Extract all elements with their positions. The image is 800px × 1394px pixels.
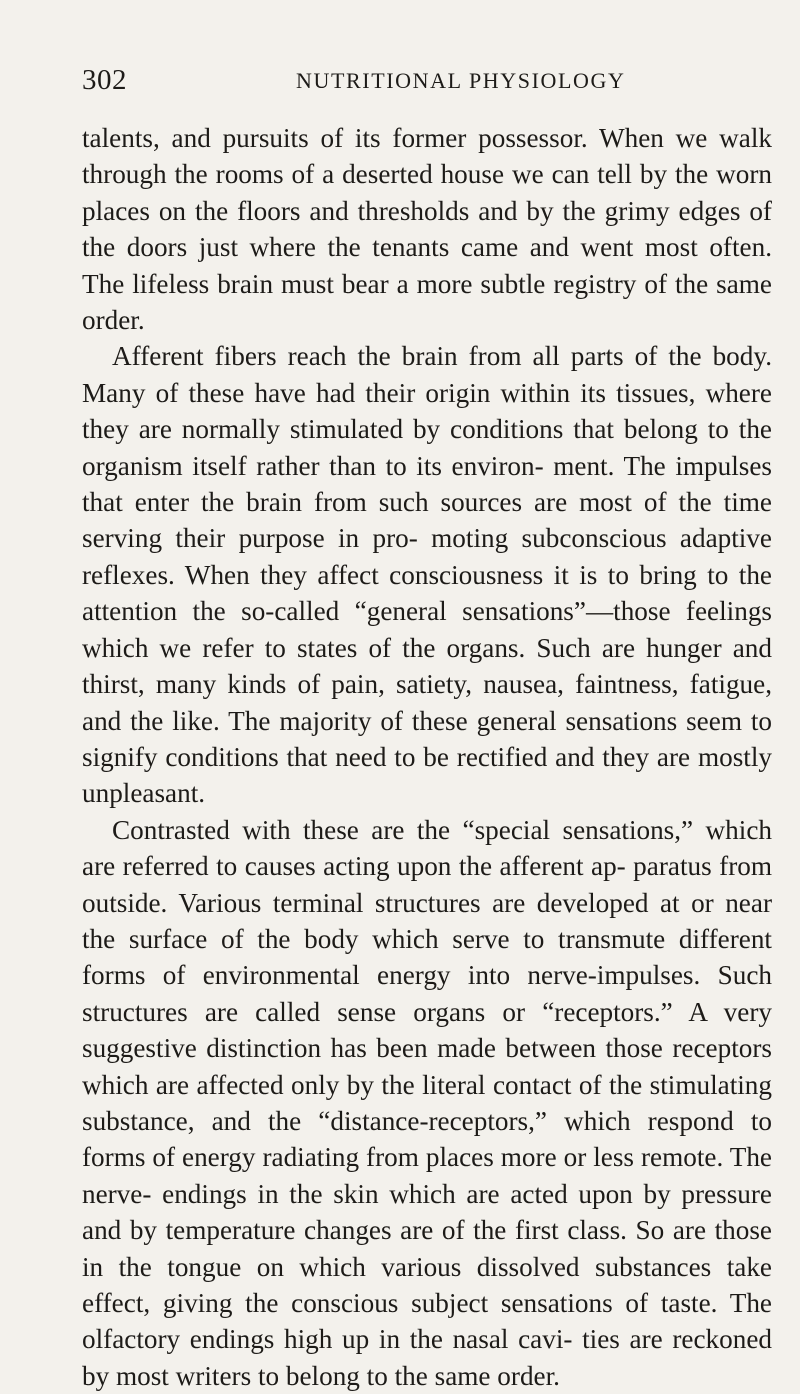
paragraph-2: Afferent fibers reach the brain from all parts of the body. Many of these have had their origin within its tissues, where they are normally stimulated by conditions that belong to the organism itself rather than to its environ- ment. The impulses that enter the brain from such sources are most of the time serving their purpose in pro- moting subconscious adaptive reflexes. When they affect consciousness it is to bring to the attention the so-called “general sensations”—those feelings which we refer to states of the organs. Such are hunger and thirst, many kinds of pain, satiety, nausea, faintness, fatigue, and the like. The majority of these general sensations seem to signify conditions that need to be rectified and they are mostly unpleasant. xyxy=(82,341,772,809)
paragraph-1: talents, and pursuits of its former possessor. When we walk through the rooms of a deserted house we can tell by the worn places on the floors and thresholds and by the grimy edges of the doors just where the tenants came and went most often. The lifeless brain must bear a more subtle registry of the same order. xyxy=(82,123,772,336)
paragraph-3: Contrasted with these are the “special sensations,” which are referred to causes acting upon the afferent ap- paratus from outside. Various terminal structures are developed at or near the surface of the body which serve to transmute different forms of environmental energy into nerve-impulses. Such structures are called sense organs or “receptors.” A very suggestive distinction has been made between those receptors which are affected only by the literal contact of the stimulating substance, and the “distance-receptors,” which respond to forms of energy radiating from places more or less remote. The nerve- endings in the skin which are acted upon by pressure and by temperature changes are of the first class. So are those in the tongue on which various dissolved substances take effect, giving the conscious subject sensations of taste. The olfactory endings high up in the nasal cavi- ties are reckoned by most writers to belong to the same order. xyxy=(82,814,772,1391)
page-number: 302 xyxy=(82,64,127,96)
running-head: NUTRITIONAL PHYSIOLOGY xyxy=(296,68,626,93)
page-header xyxy=(82,64,772,104)
body-text xyxy=(82,120,772,1394)
